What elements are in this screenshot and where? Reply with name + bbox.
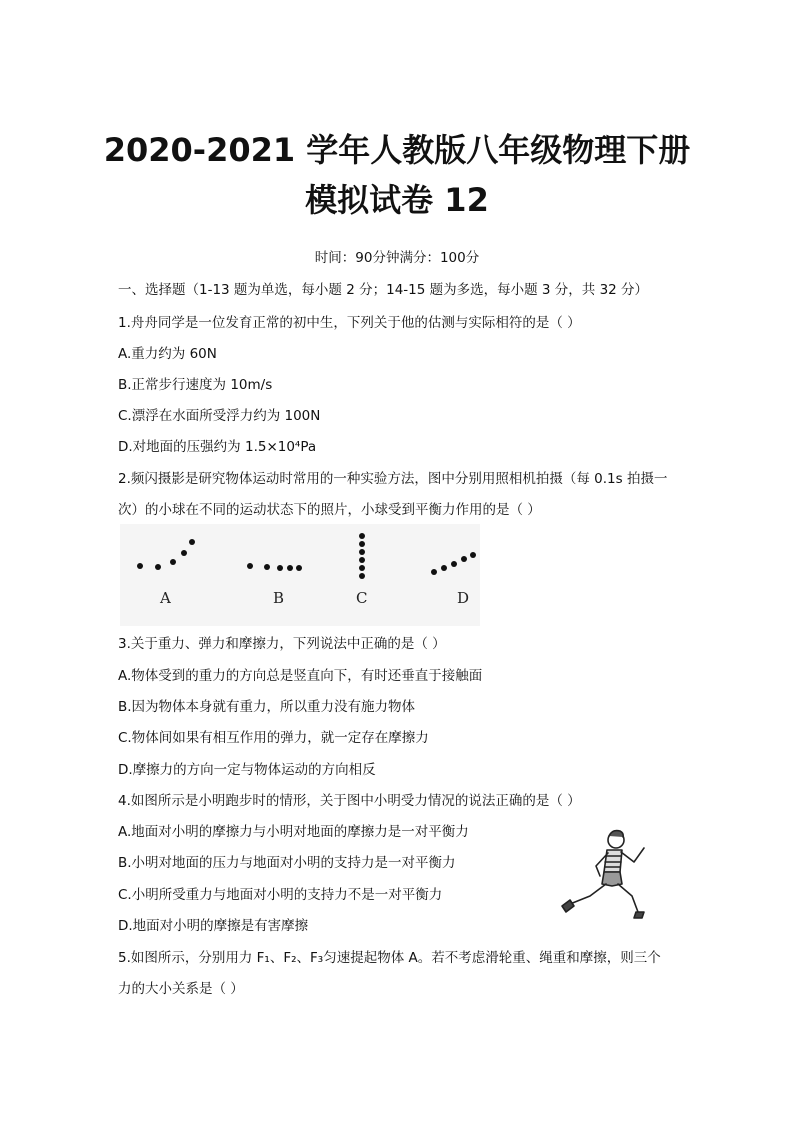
figure-label-d: D: [457, 589, 470, 607]
question-3-option-d: D.摩擦力的方向一定与物体运动的方向相反: [118, 762, 376, 778]
question-4-option-d: D.地面对小明的摩擦是有害摩擦: [118, 918, 309, 934]
strobe-pattern-b: [247, 563, 302, 571]
question-4-option-b: B.小明对地面的压力与地面对小明的支持力是一对平衡力: [118, 855, 456, 871]
question-4-option-a: A.地面对小明的摩擦力与小明对地面的摩擦力是一对平衡力: [118, 824, 469, 840]
question-1-option-b: B.正常步行速度为 10m/s: [118, 377, 273, 393]
question-5-stem-line1: 5.如图所示，分别用力 F₁、F₂、F₃匀速提起物体 A。若不考虑滑轮重、绳重和摩擦，则三个: [118, 950, 661, 966]
strobe-photo-svg: [120, 524, 480, 626]
time-info: 时间：90分钟满分：100分: [314, 250, 480, 266]
strobe-photo-figure: [120, 524, 480, 626]
question-5-stem-line2: 力的大小关系是（ ）: [118, 981, 244, 997]
question-3-option-a: A.物体受到的重力的方向总是竖直向下，有时还垂直于接触面: [118, 668, 483, 684]
question-3-stem: 3.关于重力、弹力和摩擦力，下列说法中正确的是（ ）: [118, 636, 446, 652]
question-3-option-b: B.因为物体本身就有重力，所以重力没有施力物体: [118, 699, 416, 715]
question-1-option-c: C.漂浮在水面所受浮力约为 100N: [118, 408, 321, 424]
strobe-pattern-c: [359, 533, 365, 579]
question-1-option-d: D.对地面的压强约为 1.5×10⁴Pa: [118, 439, 317, 455]
question-4-option-c: C.小明所受重力与地面对小明的支持力不是一对平衡力: [118, 887, 443, 903]
question-2-stem-line1: 2.频闪摄影是研究物体运动时常用的一种实验方法，图中分别用照相机拍摄（每 0.1s 拍摄一: [118, 471, 668, 487]
strobe-pattern-a: [137, 539, 195, 570]
strobe-pattern-d: [431, 552, 476, 575]
figure-label-c: C: [356, 589, 368, 607]
section-header: 一、选择题（1-13 题为单选，每小题 2 分；14-15 题为多选，每小题 3 分，共 32 分）: [118, 282, 649, 298]
question-2-stem-line2: 次）的小球在不同的运动状态下的照片，小球受到平衡力作用的是（ ）: [118, 502, 541, 518]
running-boy-illustration: [552, 826, 656, 928]
exam-subtitle: 模拟试卷 12: [305, 181, 489, 219]
question-3-option-c: C.物体间如果有相互作用的弹力，就一定存在摩擦力: [118, 730, 429, 746]
figure-label-a: A: [160, 589, 171, 607]
figure-label-b: B: [273, 589, 285, 607]
question-1-stem: 1.舟舟同学是一位发育正常的初中生，下列关于他的估测与实际相符的是（ ）: [118, 315, 581, 331]
question-4-stem: 4.如图所示是小明跑步时的情形，关于图中小明受力情况的说法正确的是（ ）: [118, 793, 581, 809]
exam-title: 2020-2021 学年人教版八年级物理下册: [103, 131, 691, 169]
runner-svg: [552, 826, 656, 928]
question-1-option-a: A.重力约为 60N: [118, 346, 217, 362]
